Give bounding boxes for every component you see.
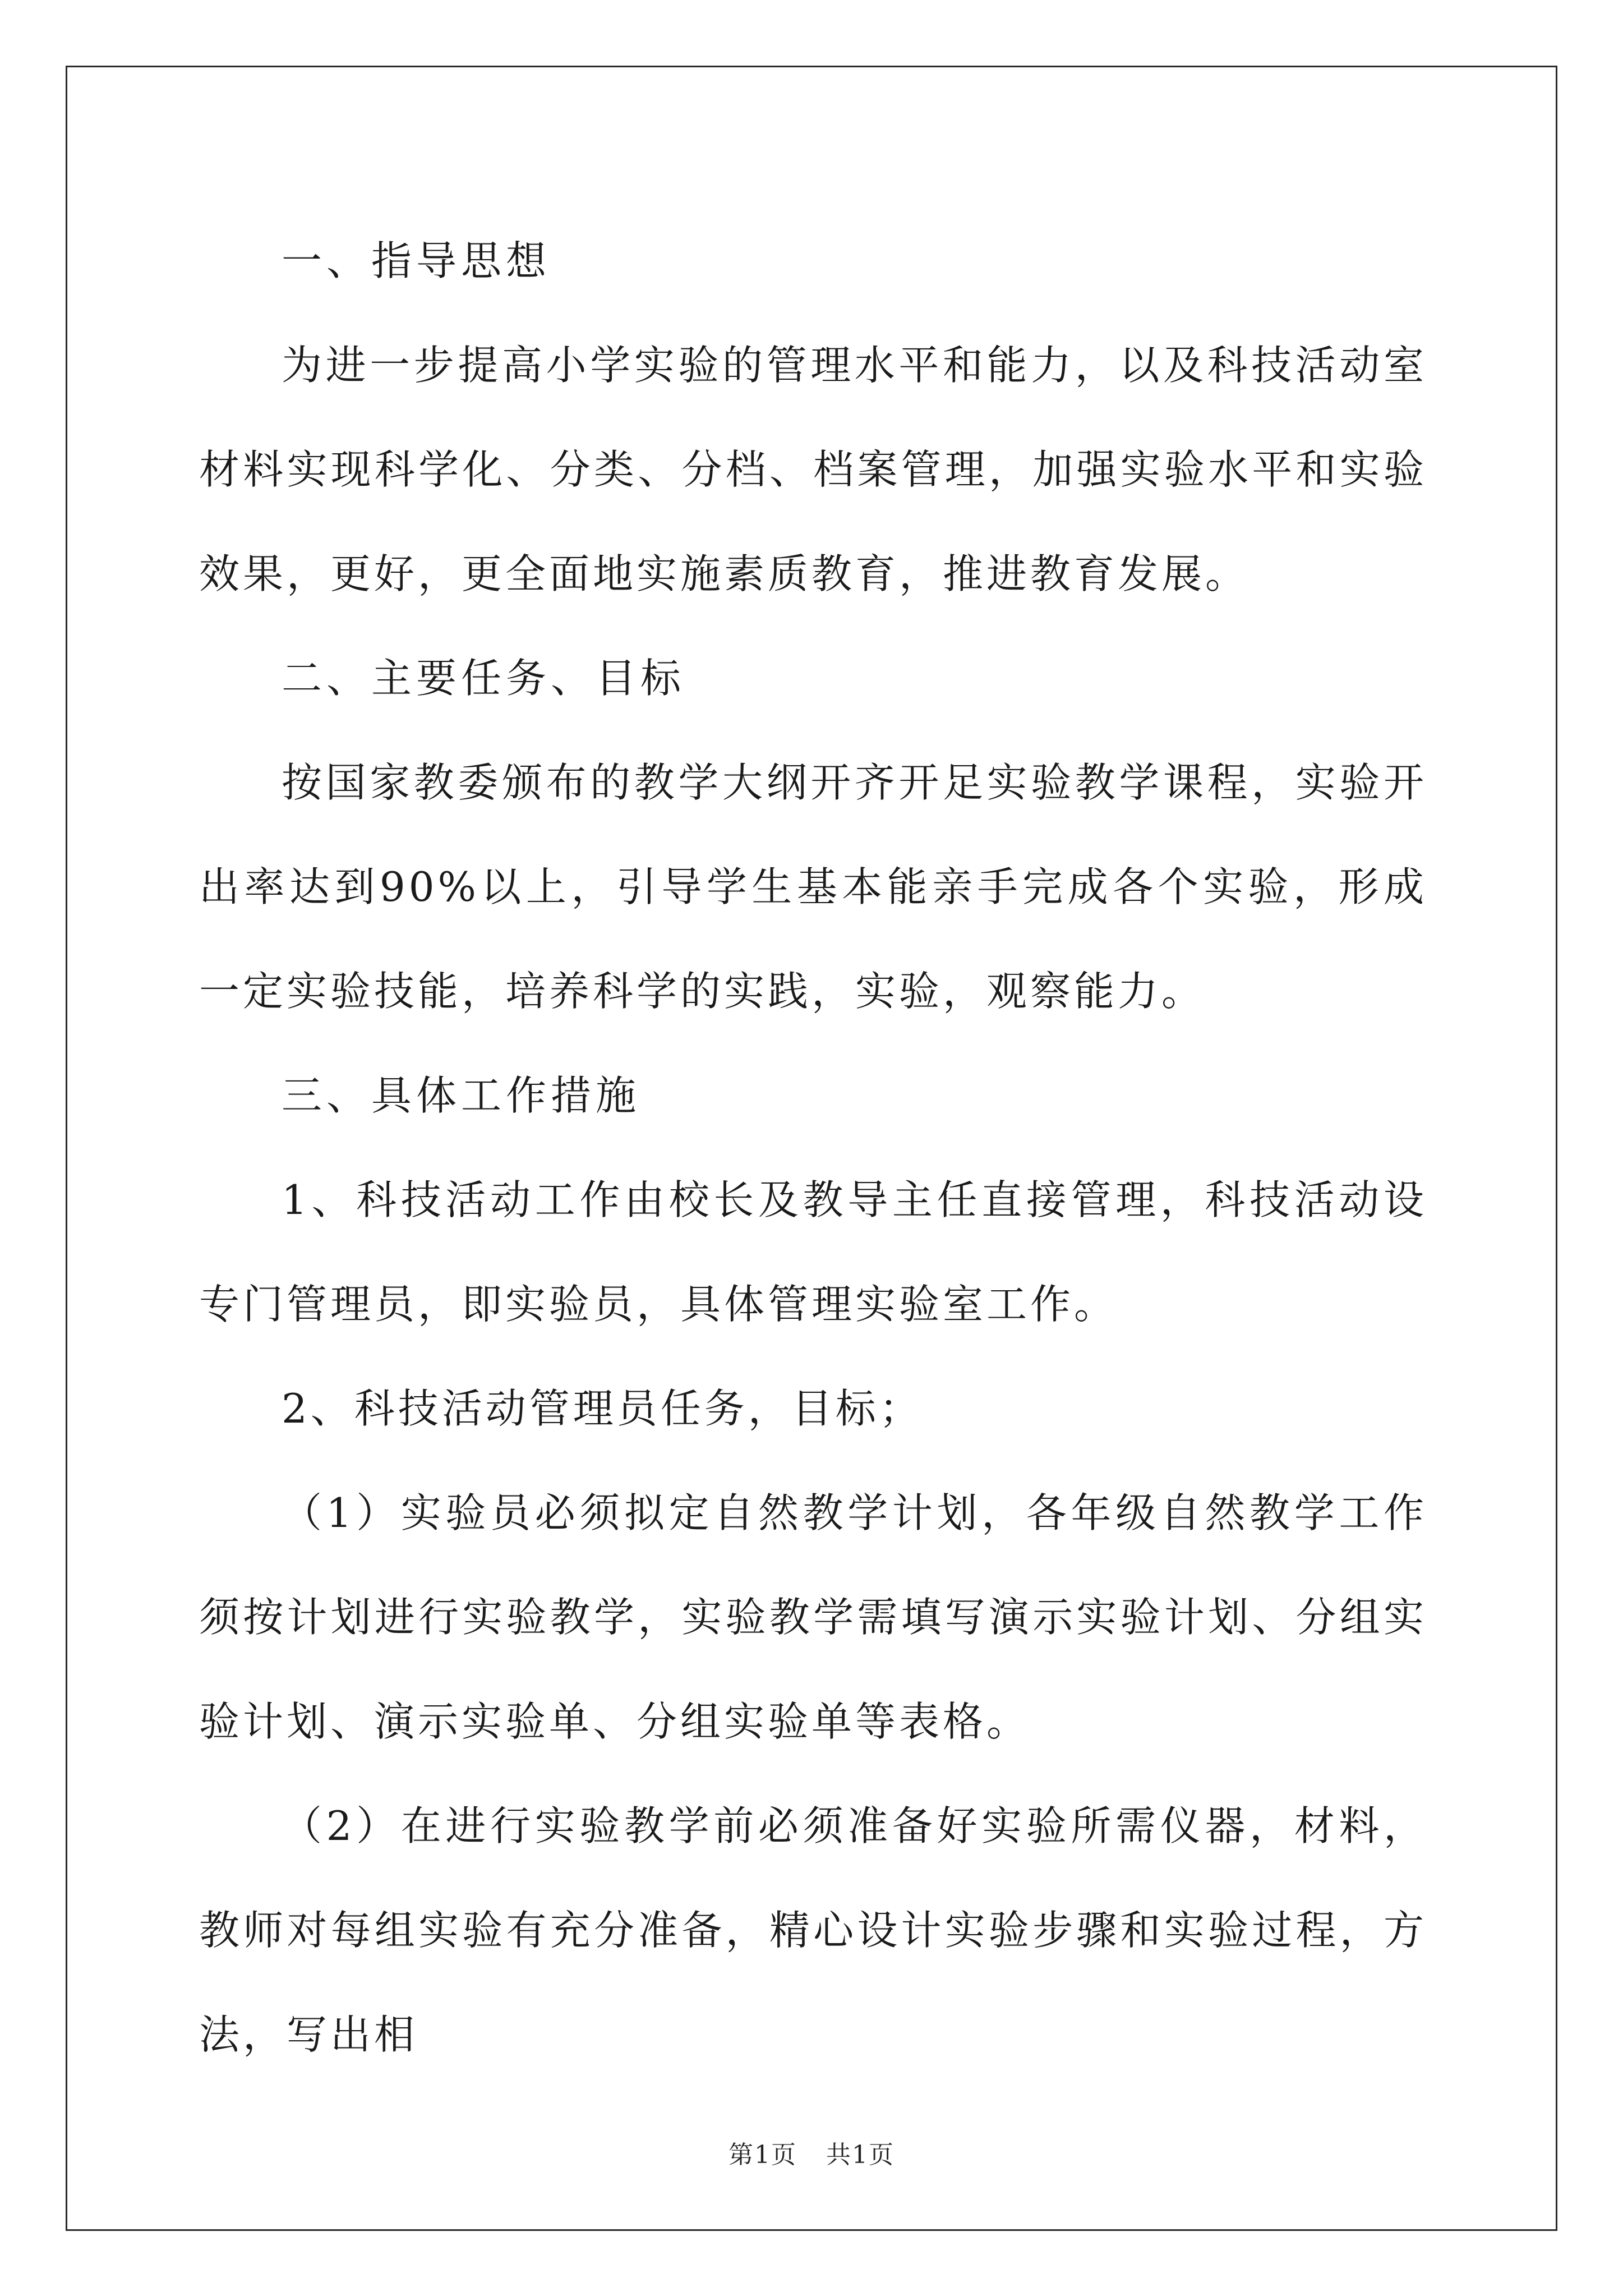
document-body bbox=[199, 209, 1427, 2087]
page-number: 第1页 bbox=[728, 2141, 797, 2169]
paragraph-measure-2-item-1: （1）实验员必须拟定自然教学计划，各年级自然教学工作须按计划进行实验教学，实验教学需填写演示实验计划、分组实验计划、演示实验单、分组实验单等表格。 bbox=[199, 1489, 1427, 1745]
paragraph-measure-2-item-2: （2）在进行实验教学前必须准备好实验所需仪器，材料，教师对每组实验有充分准备，精心设计实验步骤和实验过程，方法，写出相 bbox=[199, 1802, 1427, 2058]
paragraph-measure-2: 2、科技活动管理员任务，目标； bbox=[282, 1385, 923, 1432]
paragraph-tasks-goals: 按国家教委颁布的教学大纲开齐开足实验教学课程，实验开出率达到90%以上，引导学生基本能亲手完成各个实验，形成一定实验技能，培养科学的实践，实验，观察能力。 bbox=[199, 759, 1427, 1015]
page-footer bbox=[0, 2134, 1623, 2170]
section-heading-work-measures: 三、具体工作措施 bbox=[282, 1072, 641, 1119]
page-total: 共1页 bbox=[826, 2141, 895, 2169]
paragraph-measure-1: 1、科技活动工作由校长及教导主任直接管理，科技活动设专门管理员，即实验员，具体管理实验室工作。 bbox=[199, 1176, 1427, 1328]
paragraph-guiding-ideology: 为进一步提高小学实验的管理水平和能力，以及科技活动室材料实现科学化、分类、分档、档案管理，加强实验水平和实验效果，更好，更全面地实施素质教育，推进教育发展。 bbox=[199, 342, 1427, 597]
section-heading-guiding-ideology: 一、指导思想 bbox=[282, 237, 551, 284]
section-heading-tasks-goals: 二、主要任务、目标 bbox=[282, 655, 686, 702]
